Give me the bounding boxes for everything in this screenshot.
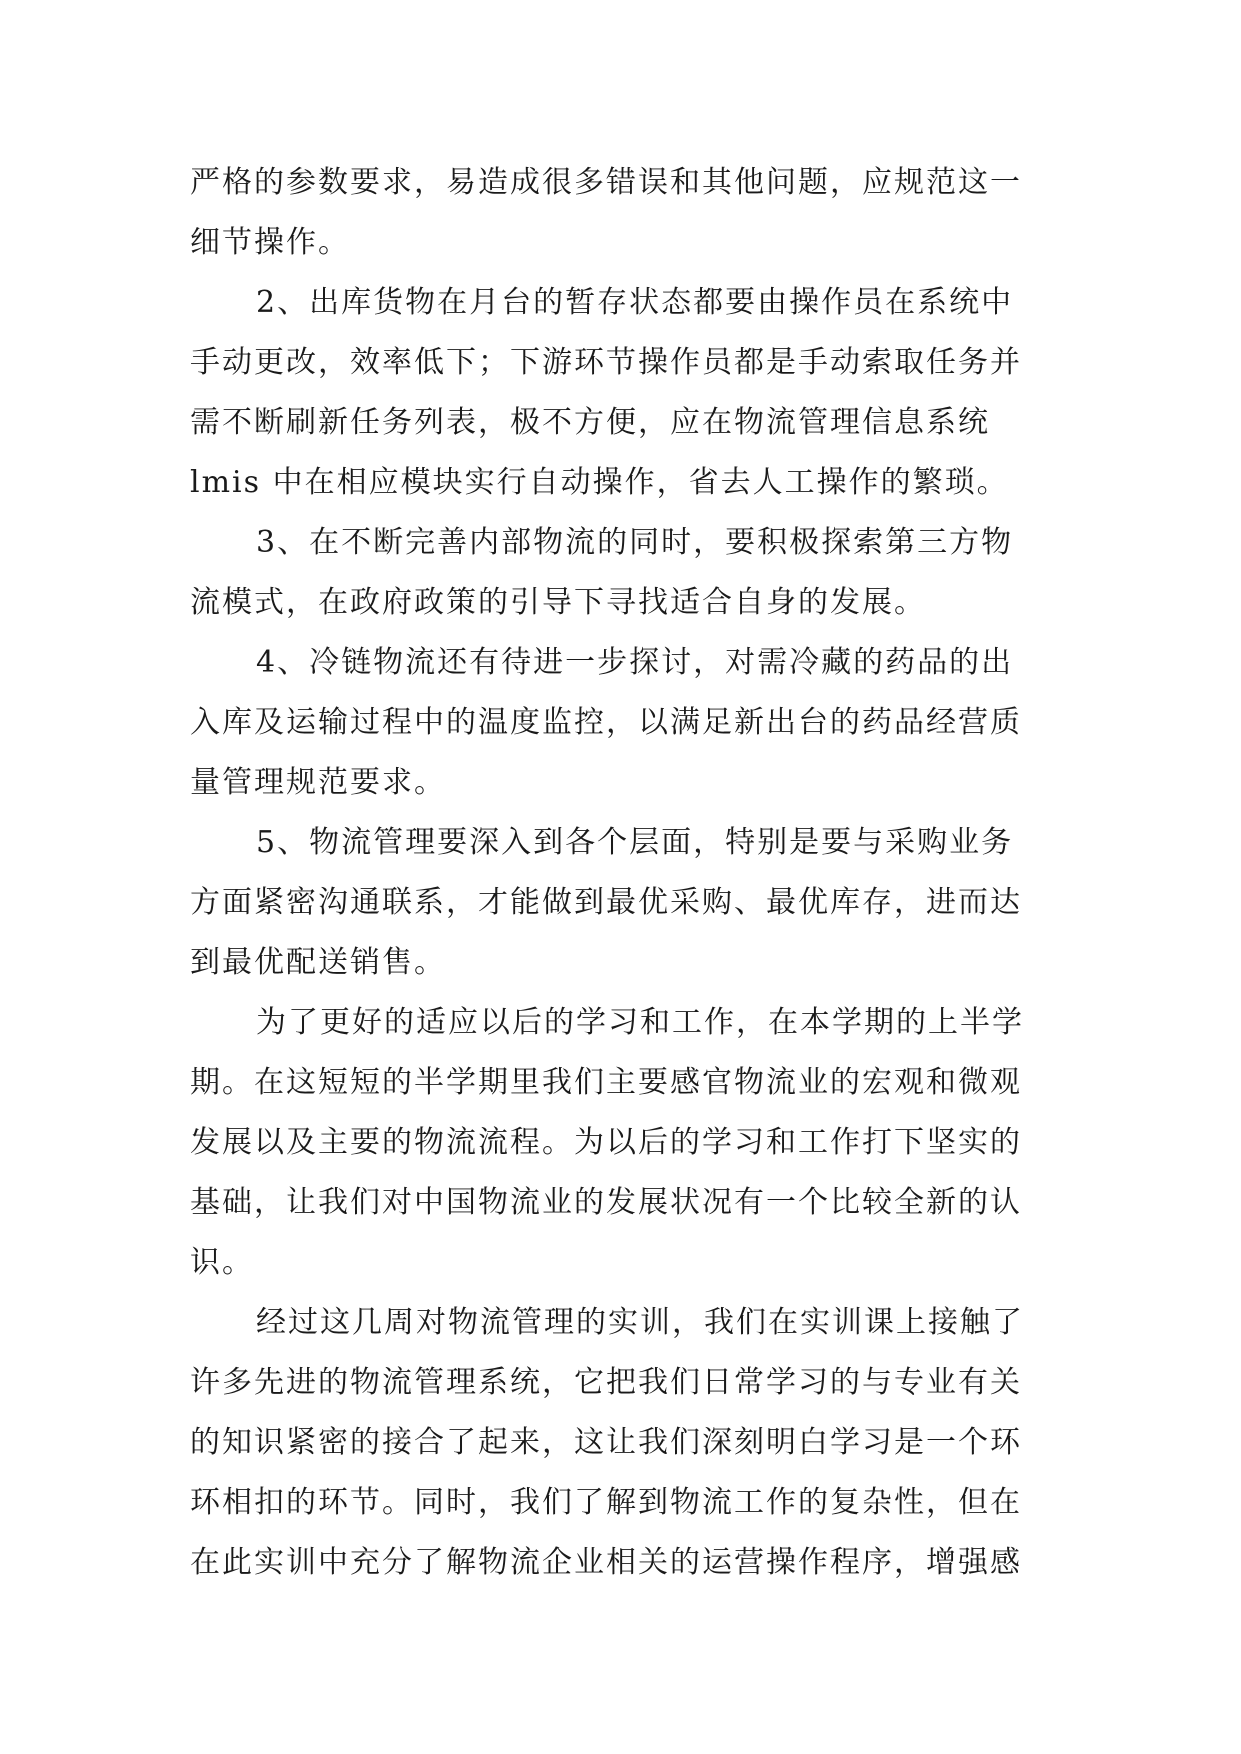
text-line: 量管理规范要求。 (190, 765, 446, 800)
text-line: 方面紧密沟通联系，才能做到最优采购、最优库存，进而达 (190, 885, 1022, 920)
text-line: 在此实训中充分了解物流企业相关的运营操作程序，增强感 (190, 1545, 1022, 1580)
text-line: 严格的参数要求，易造成很多错误和其他问题，应规范这一 (190, 165, 1022, 200)
text-line: 需不断刷新任务列表，极不方便，应在物流管理信息系统 (190, 405, 990, 440)
text-line: 2、出库货物在月台的暂存状态都要由操作员在系统中 (256, 285, 1014, 320)
text-line: 经过这几周对物流管理的实训，我们在实训课上接触了 (256, 1305, 1024, 1340)
text-line: 识。 (190, 1245, 254, 1280)
text-line: 的知识紧密的接合了起来，这让我们深刻明白学习是一个环 (190, 1425, 1022, 1460)
text-line: 许多先进的物流管理系统，它把我们日常学习的与专业有关 (190, 1365, 1022, 1400)
text-line: 为了更好的适应以后的学习和工作，在本学期的上半学 (256, 1005, 1024, 1040)
text-line: 发展以及主要的物流流程。为以后的学习和工作打下坚实的 (190, 1125, 1022, 1160)
text-line: 3、在不断完善内部物流的同时，要积极探索第三方物 (256, 525, 1014, 560)
text-line: 细节操作。 (190, 225, 350, 260)
text-line: 流模式，在政府政策的引导下寻找适合自身的发展。 (190, 585, 926, 620)
text-line: 入库及运输过程中的温度监控，以满足新出台的药品经营质 (190, 705, 1022, 740)
text-line: 手动更改，效率低下；下游环节操作员都是手动索取任务并 (190, 345, 1022, 380)
text-line: 5、物流管理要深入到各个层面，特别是要与采购业务 (256, 825, 1014, 860)
document-page (190, 153, 1050, 1593)
text-line: lmis 中在相应模块实行自动操作，省去人工操作的繁琐。 (190, 465, 1009, 500)
text-line: 4、冷链物流还有待进一步探讨，对需冷藏的药品的出 (256, 645, 1014, 680)
text-line: 基础，让我们对中国物流业的发展状况有一个比较全新的认 (190, 1185, 1022, 1220)
text-line: 期。在这短短的半学期里我们主要感官物流业的宏观和微观 (190, 1065, 1022, 1100)
text-line: 环相扣的环节。同时，我们了解到物流工作的复杂性，但在 (190, 1485, 1022, 1520)
text-line: 到最优配送销售。 (190, 945, 446, 980)
